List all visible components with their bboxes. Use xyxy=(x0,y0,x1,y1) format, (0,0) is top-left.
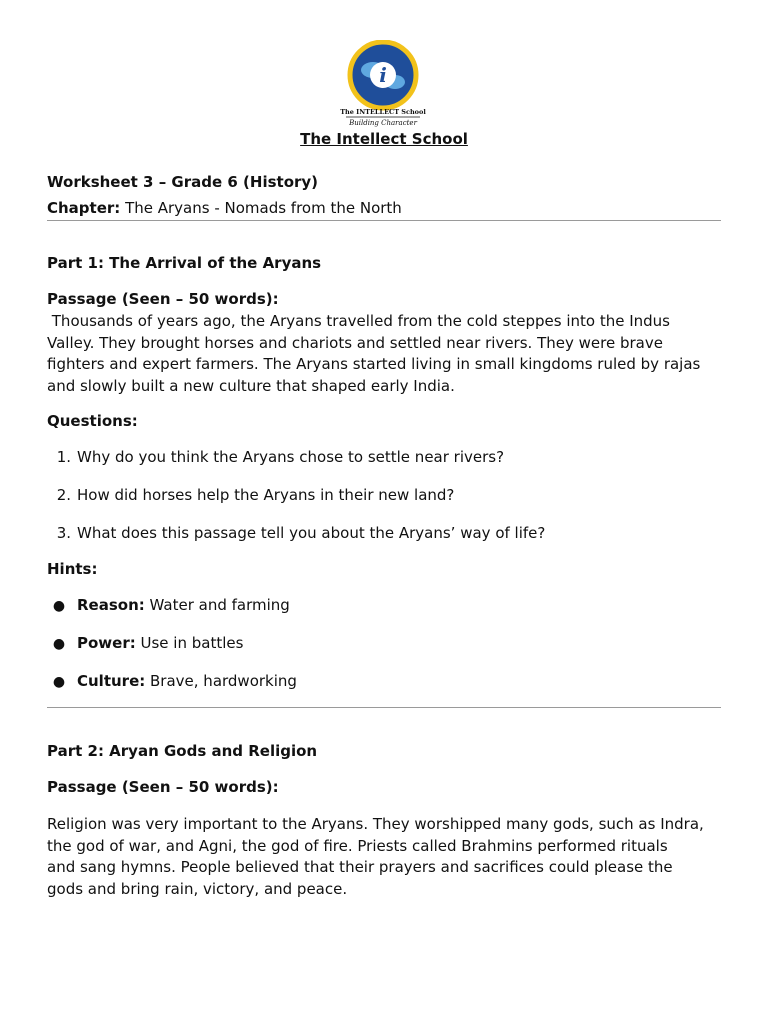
bullet-icon: ● xyxy=(52,636,66,652)
part1-passage-label: Passage (Seen – 50 words): xyxy=(47,290,279,308)
passage-line: the god of war, and Agni, the god of fire. Priests called Brahmins performed rituals xyxy=(47,836,668,855)
passage-line: fighters and expert farmers. The Aryans started living in small kingdoms ruled by rajas xyxy=(47,355,701,373)
hint-label: Power: xyxy=(77,634,136,652)
hints-label: Hints: xyxy=(47,560,98,578)
hint-label: Culture: xyxy=(77,672,146,690)
question-number: 2. xyxy=(56,486,71,504)
question-item xyxy=(47,523,727,545)
hint-label: Reason: xyxy=(77,596,145,614)
divider xyxy=(47,220,721,221)
passage-line: Thousands of years ago, the Aryans travelled from the cold steppes into the Indus xyxy=(47,312,670,330)
worksheet-title: Worksheet 3 – Grade 6 (History) xyxy=(47,173,319,191)
school-name: The Intellect School xyxy=(300,130,468,148)
part2-passage-label: Passage (Seen – 50 words): xyxy=(47,778,279,796)
part1-passage xyxy=(47,311,727,397)
hint-item xyxy=(47,595,727,618)
question-item xyxy=(47,485,727,507)
question-number: 3. xyxy=(56,524,71,542)
question-number: 1. xyxy=(56,448,71,466)
hint-text: Brave, hardworking xyxy=(145,672,297,690)
questions-label: Questions: xyxy=(47,412,138,430)
bullet-icon: ● xyxy=(52,674,66,690)
school-logo xyxy=(338,40,428,130)
chapter-value: The Aryans - Nomads from the North xyxy=(120,199,402,217)
logo-tagline: Building Character xyxy=(349,119,417,127)
logo-top-text: The INTELLECT School xyxy=(340,108,426,116)
bullet-icon: ● xyxy=(52,598,66,614)
question-text: Why do you think the Aryans chose to settle near rivers? xyxy=(77,448,505,466)
hint-item xyxy=(47,633,727,656)
chapter-label: Chapter: xyxy=(47,199,121,217)
question-text: What does this passage tell you about the Aryans’ way of life? xyxy=(77,524,546,542)
passage-line: and slowly built a new culture that shaped early India. xyxy=(47,376,455,395)
hint-item xyxy=(47,671,727,694)
logo-letter: i xyxy=(379,63,387,87)
chapter-line xyxy=(47,198,727,220)
passage-line: and sang hymns. People believed that their prayers and sacrifices could please the xyxy=(47,858,673,876)
question-text: How did horses help the Aryans in their new land? xyxy=(77,486,455,504)
divider xyxy=(47,707,721,708)
passage-line: gods and bring rain, victory, and peace. xyxy=(47,879,348,898)
question-item xyxy=(47,447,727,469)
part1-heading: Part 1: The Arrival of the Aryans xyxy=(47,254,322,272)
hint-text: Water and farming xyxy=(144,596,290,614)
part2-heading: Part 2: Aryan Gods and Religion xyxy=(47,742,318,760)
passage-line: Valley. They brought horses and chariots and settled near rivers. They were brave xyxy=(47,333,663,352)
hint-text: Use in battles xyxy=(135,634,244,652)
part2-passage xyxy=(47,814,727,900)
passage-line: Religion was very important to the Aryans. They worshipped many gods, such as Indra, xyxy=(47,815,704,833)
